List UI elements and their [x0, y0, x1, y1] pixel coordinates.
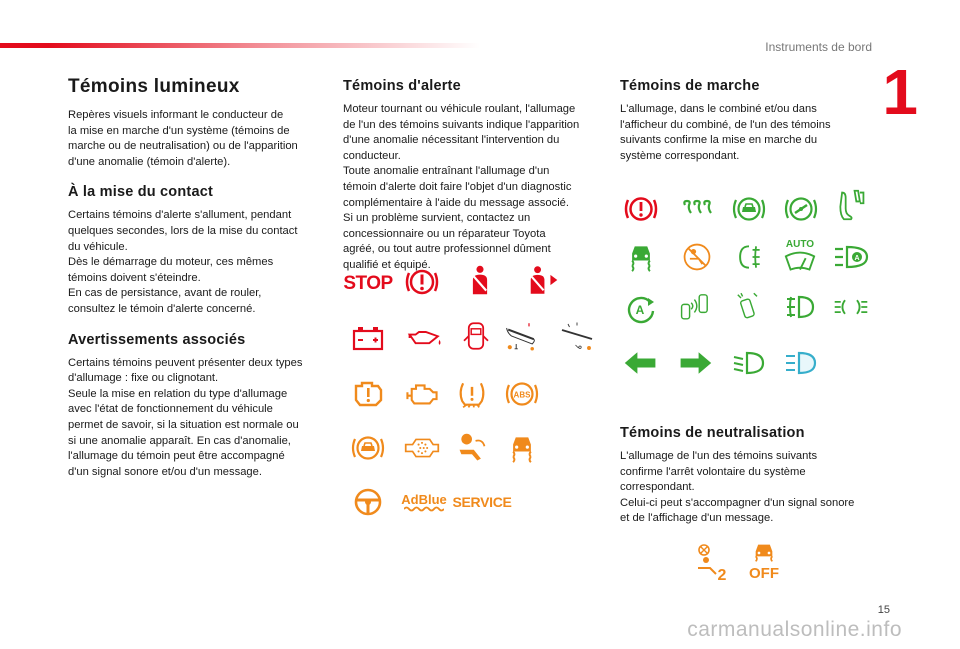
- airbag-passenger-off-icon: [692, 540, 732, 584]
- alert-circle-icon: [402, 264, 442, 300]
- watermark: carmanualsonline.info: [687, 618, 902, 641]
- svg-text:2: 2: [717, 567, 727, 582]
- auto-headlamp-icon: [831, 239, 871, 275]
- speed-limiter-icon: [781, 191, 821, 227]
- associated-warnings-paragraph: Certains témoins peuvent présenter deux types d'allumage : fixe ou clignotant. Seule la mise en relation du type d'allumage avec l'état de fonctionnement du véhicule permet de savoir, si la situation est normale ou si une anomalie apparaît. En cas d'anomalie, l'allumage du témoin peut être accompagné d'un signal sonore et/ou d'un message.: [68, 356, 303, 478]
- column-intro: [68, 76, 323, 494]
- battery-icon: [348, 320, 388, 356]
- svg-text:A: A: [635, 303, 645, 317]
- svg-text:A: A: [854, 255, 860, 262]
- skid-control-icon: [502, 428, 542, 468]
- warning-icons-grid: [340, 258, 620, 528]
- stop-icon: STOP: [343, 273, 393, 294]
- brake-circle-icon: [348, 430, 388, 466]
- associated-warnings-heading: Avertissements associés: [68, 331, 246, 348]
- high-beam-icon: [781, 345, 821, 381]
- engine-check-icon: [400, 376, 444, 412]
- svg-text:ABS: ABS: [513, 390, 531, 400]
- foot-on-brake-icon: [831, 185, 871, 225]
- column-warning-lamps: [343, 78, 608, 288]
- engine-alert-icon: [348, 376, 388, 412]
- contact-heading: À la mise du contact: [68, 184, 214, 201]
- steering-wheel-icon: [348, 484, 388, 520]
- brake-circle-icon: [729, 191, 769, 227]
- seatbelt-icon: [460, 260, 500, 300]
- skid-control-icon: [621, 237, 661, 277]
- low-beam-icon: [729, 345, 769, 381]
- deactivation-lamps-heading: Témoins de neutralisation: [620, 425, 805, 441]
- parking-sensors-icon: [673, 285, 719, 327]
- skid-control-off-icon: OFF: [744, 536, 784, 584]
- intro-paragraph: Repères visuels informant le conducteur de la mise en marche d'un système (témoins de marche ou de neutralisation) ou de l'apparition d'une anomalie (témoin d'alerte).: [68, 109, 298, 168]
- chapter-number: 1: [882, 56, 916, 128]
- deactivation-icons-grid: [690, 536, 800, 588]
- abs-icon: [502, 376, 542, 412]
- column-running-lamps: [620, 78, 880, 178]
- front-fog-light-icon: [781, 289, 821, 325]
- warning-lamps-paragraph: Moteur tournant ou véhicule roulant, l'allumage de l'un des témoins suivants indique l'apparition d'une anomalie nécessitant l'intervention du conducteur. Toute anomalie entraînant l'allumage d'un témoin d'alerte doit faire l'objet d'un diagnostic complémentaire à l'aide du message associé. Si un problème survient, contactez un concessionnaire ou un réparateur Toyota agréé, ou tout autre professionnel dûment qualifié et équipé.: [343, 103, 580, 271]
- running-lamps-heading: Témoins de marche: [620, 78, 760, 94]
- page-number: 15: [877, 604, 890, 616]
- airbag-seat-icon: [452, 428, 492, 468]
- airbag-off-icon: [677, 237, 717, 277]
- running-icons-grid: [615, 185, 885, 395]
- fuel-gauge-icon: [552, 314, 602, 358]
- alert-circle-icon: [621, 191, 661, 227]
- adblue-icon: AdBlue: [396, 484, 452, 520]
- stop-start-icon: [621, 291, 661, 327]
- contact-paragraph: Certains témoins d'alerte s'allument, pendant quelques secondes, lors de la mise du contact du véhicule. Dès le démarrage du moteur, ces mêmes témoins doivent s'éteindre. En cas de persistance, avant de rouler, consultez le témoin d'alerte concerné.: [68, 209, 298, 315]
- particle-filter-icon: [400, 430, 444, 466]
- side-lights-icon: [829, 289, 873, 325]
- coolant-gauge-icon: [500, 314, 542, 358]
- blind-spot-icon: [729, 285, 769, 327]
- column-deactivation-lamps: [620, 425, 880, 541]
- page-title: Témoins lumineux: [68, 76, 240, 97]
- tyre-pressure-icon: [452, 374, 492, 414]
- section-title: Instruments de bord: [765, 40, 872, 54]
- left-turn-signal-icon: [619, 345, 663, 381]
- glow-plug-icon: [677, 191, 717, 227]
- service-icon: SERVICE: [452, 494, 512, 510]
- seatbelt-passenger-icon: [518, 260, 564, 300]
- deactivation-lamps-paragraph: L'allumage de l'un des témoins suivants confirme l'arrêt volontaire du système correspondant. Celui-ci peut s'accompagner d'un signal sonore et de l'affichage d'un message.: [620, 450, 855, 525]
- rear-fog-light-icon: [729, 237, 769, 277]
- running-lamps-paragraph: L'allumage, dans le combiné et/ou dans l'afficheur du combiné, de l'un des témoins suivants confirme la mise en marche du système correspondant.: [620, 103, 831, 162]
- warning-lamps-heading: Témoins d'alerte: [343, 78, 461, 94]
- oil-pressure-icon: [402, 320, 448, 356]
- door-open-icon: [456, 314, 496, 358]
- header-accent-bar: [0, 43, 480, 48]
- auto-wiper-icon: AUTO: [777, 237, 823, 277]
- right-turn-signal-icon: [673, 345, 717, 381]
